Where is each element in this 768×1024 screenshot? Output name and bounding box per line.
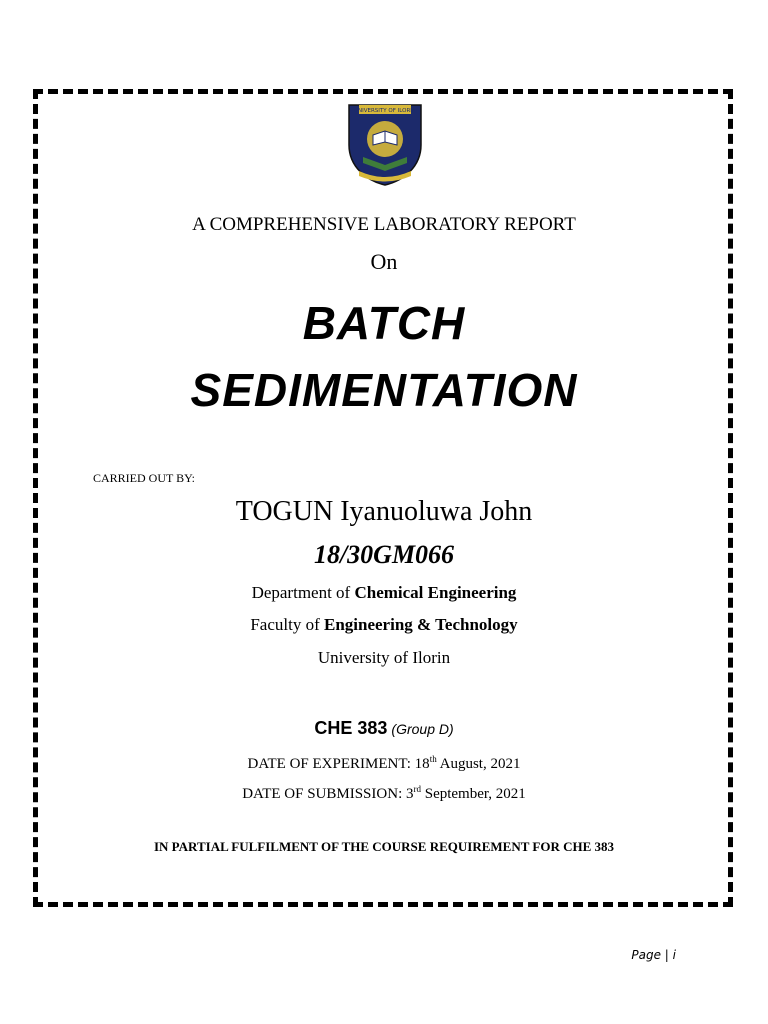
report-title-line2: SEDIMENTATION <box>190 364 578 416</box>
faculty-name: Engineering & Technology <box>324 615 518 634</box>
date-of-experiment <box>0 754 768 773</box>
report-subtitle: A COMPREHENSIVE LABORATORY REPORT <box>192 214 576 235</box>
author-name: TOGUN Iyanuoluwa John <box>235 496 533 527</box>
report-title-line1: BATCH <box>302 297 466 349</box>
course-code: CHE 383 <box>314 718 388 738</box>
page-number: Page | i <box>631 948 676 962</box>
department-prefix: Department of <box>251 583 355 602</box>
date-experiment-label: DATE OF EXPERIMENT: 18 <box>247 756 430 772</box>
university-crest-logo <box>345 101 425 187</box>
department-line <box>0 583 768 603</box>
fulfilment-statement: IN PARTIAL FULFILMENT OF THE COURSE REQUIREMENT FOR CHE 383 <box>153 839 615 854</box>
faculty-line <box>0 615 768 635</box>
crest-banner-text: UNIVERSITY OF ILORIN <box>353 108 417 114</box>
date-experiment-sup: th <box>429 754 437 764</box>
university-name: University of Ilorin <box>317 648 451 667</box>
carried-out-by-label: CARRIED OUT BY: <box>93 471 196 485</box>
date-submission-sup: rd <box>413 784 421 794</box>
department-name: Chemical Engineering <box>354 583 517 602</box>
faculty-prefix: Faculty of <box>250 615 324 634</box>
date-submission-rest: September, 2021 <box>420 786 526 802</box>
date-of-submission <box>0 784 768 803</box>
date-submission-label: DATE OF SUBMISSION: 3 <box>242 786 414 802</box>
course-line <box>0 718 768 739</box>
report-on: On <box>370 249 398 274</box>
date-experiment-rest: August, 2021 <box>436 756 521 772</box>
matric-number: 18/30GM066 <box>313 540 455 569</box>
course-group: (Group D) <box>391 721 454 737</box>
